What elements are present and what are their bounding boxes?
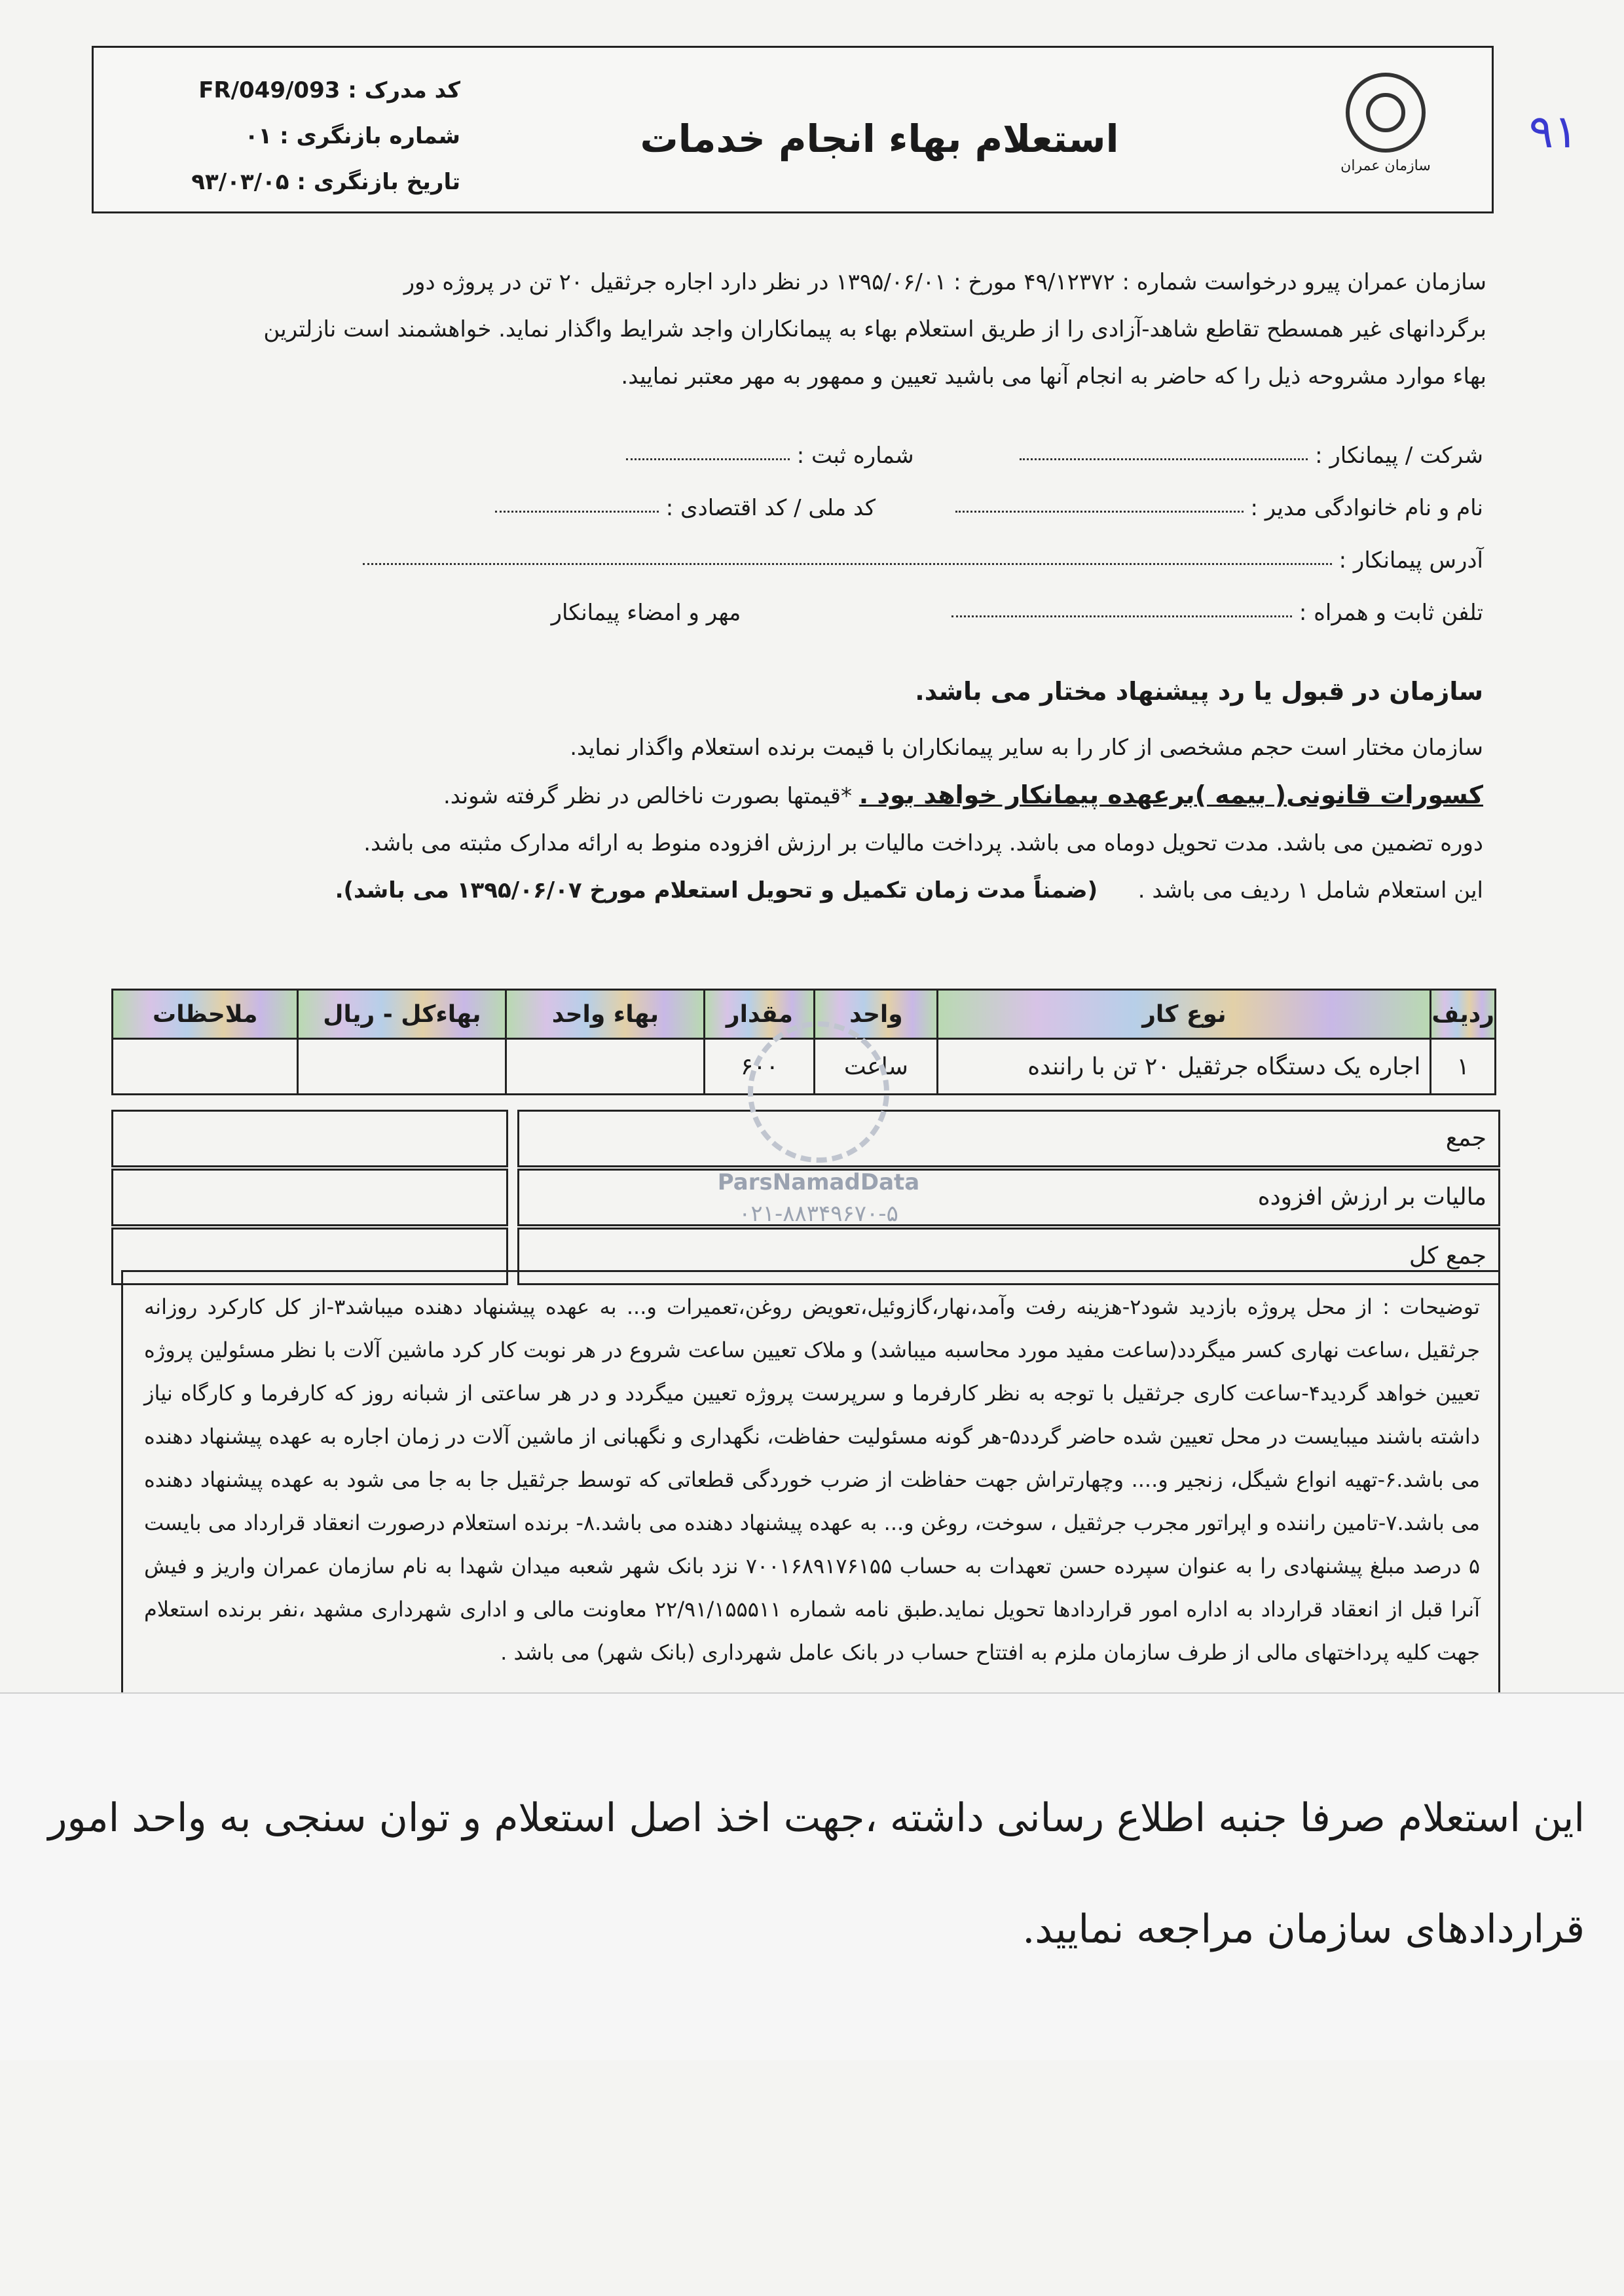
doc-code: کد مدرک : FR/049/093 [198,77,460,103]
field-row-manager [134,484,1483,532]
logo-text: سازمان عمران [1340,158,1431,174]
notes-box [121,1270,1500,1726]
address-input[interactable] [363,558,1332,565]
volume-clause: سازمان مختار است حجم مشخصی از کار را به سایر پیمانکاران با قیمت برنده استعلام واگذار نماید. [570,735,1483,761]
revision-number: شماره بازنگری : ۰۱ [244,123,460,149]
header-box [92,46,1494,213]
handwritten-line-2: قراردادهای سازمان مراجعه نمایید. [1022,1906,1585,1952]
intro-paragraph [98,259,1486,400]
document-title: استعلام بهاء انجام خدمات [640,117,1119,161]
col-qty: مقدار [705,990,815,1039]
field-row-phone [134,589,1483,636]
contractor-fields [134,432,1483,636]
national-code-label: کد ملی / کد اقتصادی : [665,495,876,521]
col-work-type: نوع کار [938,990,1431,1039]
national-code-input[interactable] [495,505,659,513]
field-row-company [134,432,1483,479]
rows-count-clause: این استعلام شامل ۱ ردیف می باشد . [1137,877,1483,903]
sum-label: جمع [1445,1125,1486,1152]
deductions-row [98,771,1483,820]
deadline-clause: (ضمناً مدت زمان تکمیل و تحویل استعلام مورخ ۱۳۹۵/۰۶/۰۷ می باشد). [335,877,1098,903]
company-label: شرکت / پیمانکار : [1315,443,1483,469]
phone-label: تلفن ثابت و همراه : [1299,600,1483,626]
margin-note: ۹۱ [1528,105,1578,158]
stamp-brand: ParsNamadData [717,1169,920,1195]
conditions [98,668,1483,914]
intro-line-3: بهاء موارد مشروحه ذیل را که حاضر به انجام آنها می باشید تعیین و ممهور به مهر معتبر نمایید. [621,363,1486,390]
address-label: آدرس پیمانکار : [1338,547,1483,574]
cell-total[interactable] [298,1039,506,1095]
cell-unit-price[interactable] [506,1039,705,1095]
cell-unit: ساعت [815,1039,938,1095]
cell-row: ۱ [1431,1039,1496,1095]
col-unit: واحد [815,990,938,1039]
handwritten-note-strip [0,1692,1624,2060]
notes-text: توضیحات : از محل پروژه بازدید شود۲-هزینه رفت وآمد،نهار،گازوئیل،تعویض روغن،تعمیرات و... به عهده پیشنهاد دهنده میباشد۳-از کل کارکرد روزانه جرثقیل ،ساعت نهاری کسر میگردد(ساعت مفید مورد محاسبه میباشد) و ملاک تعیین ساعت شروع در هر نوبت کار کرد ماشین آلات با نظر مسئولین پروژه تعیین خواهد گردید۴-ساعت کاری جرثقیل با توجه به نظر کارفرما و سرپرست پروژه تعیین میگردد و در هر ساعتی از شبانه روز که کارفرما و کارگاه نیاز داشته باشند میبایست در محل تعیین شده حاضر گردد۵-هر گونه مسئولیت حفاظت، نگهداری و نگهبانی از ماشین آلات در زمان اجاره به عهده پیشنهاد دهنده می باشد.۶-تهیه انواع شیگل، زنجیر و.... وچهارتراش جهت حفاظت از ضرب خوردگی قطعاتی که توسط جرثقیل جا به جا می شود به عهده پیشنهاد دهنده می باشد.۷-تامین راننده و اپراتور مجرب جرثقیل ، سوخت، روغن و... به عهده پیشنهاد دهنده می باشد.۸- برنده استعلام درصورت انعقاد قرارداد می بایست ۵ درصد مبلغ پیشنهادی را به عنوان سپرده حسن تعهدات به حساب ۷۰۰۱۶۸۹۱۷۶۱۵۵ نزد بانک شهر شعبه میدان شهدا به نام سازمان عمران واریز و فیش آنرا قبل از انعقاد قرارداد به اداره امور قراردادها تحویل نماید.طبق نامه شماره ۲۲/۹۱/۱۵۵۵۱۱ معاونت مالی و اداری شهرداری مشهد ،نفر برنده استعلام جهت کلیه پرداختهای مالی از طرف سازمان ملزم به افتتاح حساب در بانک عامل شهرداری (بانک شهر) می باشد . [144,1294,1481,1665]
watermark-stamp [694,1021,943,1257]
handwritten-line-1: این استعلام صرفا جنبه اطلاع رسانی داشته ،جهت اخذ اصل استعلام و توان سنجی به واحد امور [48,1795,1585,1841]
sum-value[interactable] [111,1110,508,1167]
reg-no-input[interactable] [626,453,790,460]
intro-line-2: برگردانهای غیر همسطح تقاطع شاهد-آزادی را از طریق استعلام بهاء به پیمانکاران واجد شرایط واگذار نماید. خواهشمند است نازلترین [263,316,1486,342]
accept-clause: سازمان در قبول یا رد پیشنهاد مختار می باشد. [915,677,1483,706]
col-unit-price: بهاء واحد [506,990,705,1039]
stamp-phone: ۰۲۱-۸۸۳۴۹۶۷۰-۵ [739,1201,898,1227]
sum-row [517,1110,1500,1167]
deductions-clause: کسورات قانونی( بیمه )برعهده پیمانکار خواهد بود . [858,780,1483,809]
vat-label: مالیات بر ارزش افزوده [1257,1184,1486,1211]
cell-work-type: اجاره یک دستگاه جرثقیل ۲۰ تن با راننده [938,1039,1431,1095]
intro-line-1: سازمان عمران پیرو درخواست شماره : ۴۹/۱۲۳۷۲ مورخ : ۱۳۹۵/۰۶/۰۱ در نظر دارد اجاره جرثقیل ۲۰ تن در پروژه دور [403,269,1486,295]
col-row: ردیف [1431,990,1496,1039]
col-total: بهاءکل - ریال [298,990,506,1039]
reg-no-label: شماره ثبت : [796,443,914,469]
stamp-gear-icon [748,1021,889,1163]
company-input[interactable] [1020,453,1308,460]
seal-label: مهر و امضاء پیمانکار [551,600,741,626]
manager-label: نام و نام خانوادگی مدیر : [1250,495,1483,521]
logo [1340,73,1431,191]
phone-input[interactable] [951,610,1292,617]
field-row-address [134,537,1483,584]
rows-count-row [98,867,1483,914]
cell-remarks[interactable] [113,1039,298,1095]
vat-row [517,1169,1500,1226]
cell-qty: ۶۰۰ [705,1039,815,1095]
col-remarks: ملاحظات [113,990,298,1039]
grand-total-label: جمع کل [1409,1243,1486,1269]
guarantee-clause: دوره تضمین می باشد. مدت تحویل دوماه می باشد. پرداخت مالیات بر ارزش افزوده منوط به ارائه مدارک مثبته می باشد. [363,830,1483,856]
gross-clause: *قیمتها بصورت ناخالص در نظر گرفته شوند. [443,783,852,809]
manager-input[interactable] [955,505,1244,513]
logo-emblem-icon [1346,73,1426,153]
revision-date: تاریخ بازنگری : ۹۳/۰۳/۰۵ [191,169,460,195]
vat-value[interactable] [111,1169,508,1226]
